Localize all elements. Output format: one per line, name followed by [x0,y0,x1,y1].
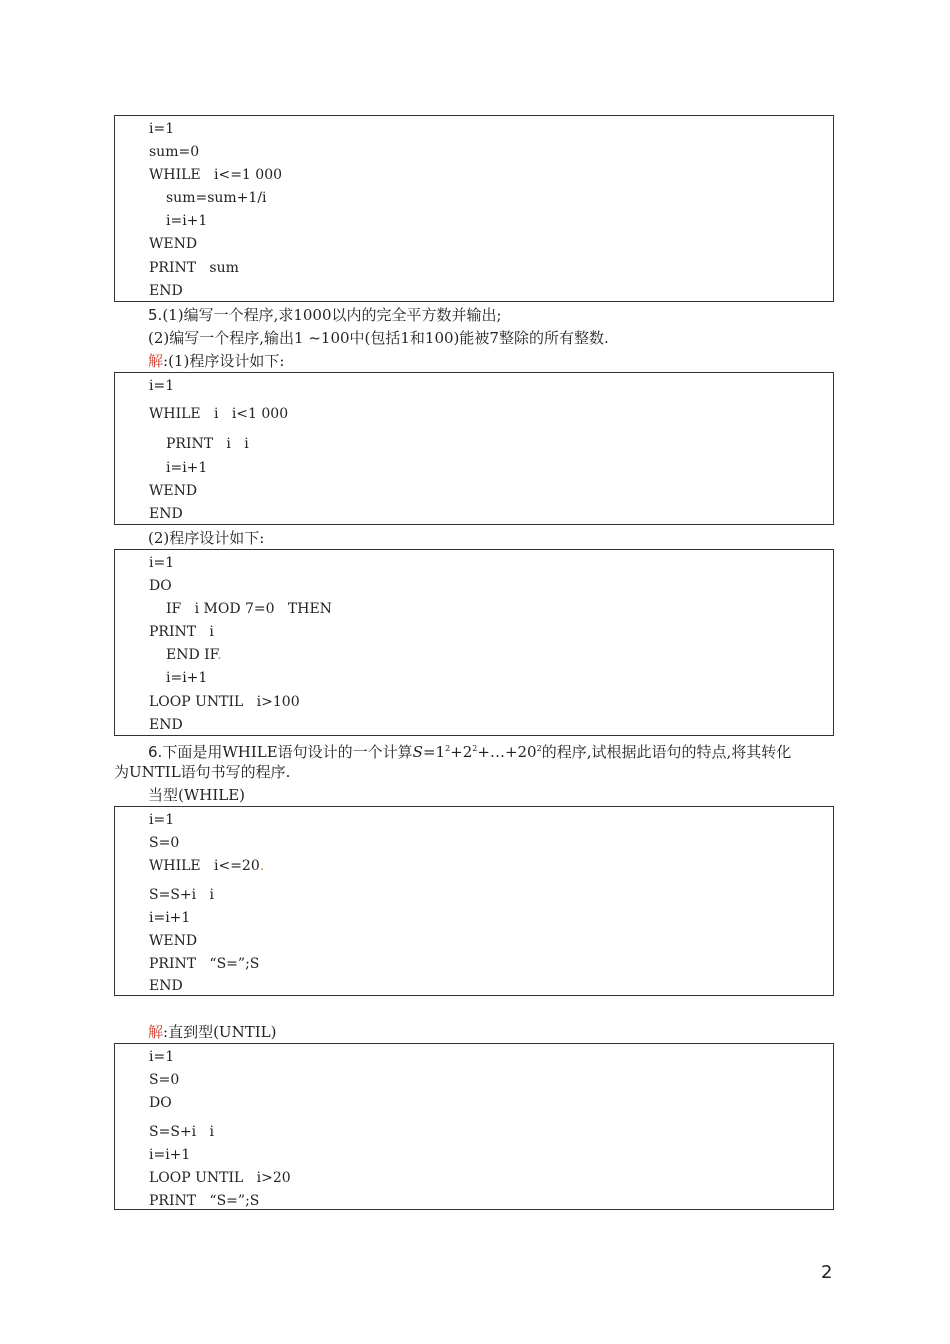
answer-5-part-2: (2)程序设计如下: [148,529,265,547]
code-line [149,857,264,875]
question-6-line-2: 为UNTIL语句书写的程序. [114,763,291,781]
answer-text: :(1)程序设计如下: [163,352,285,370]
code-line: LOOP UNTIL i>20 [149,1170,291,1186]
page-number: 2 [821,1262,833,1283]
code-line: i=1 [149,121,175,137]
formula-part: +…+20 [477,743,537,761]
code-block-sum [114,115,834,302]
code-line: i=i+1 [149,1147,191,1163]
code-line: sum=sum+1/i [166,190,267,206]
question-number: 6 [148,743,158,761]
question-text: .下面是用WHILE语句设计的一个计算 [157,743,413,761]
code-line: END [149,283,183,299]
code-line: i=i+1 [166,670,208,686]
formula-part: =1 [422,743,446,761]
question-text: 的程序,试根据此语句的特点,将其转化 [541,743,792,761]
code-line: PRINT “S=”;S [149,1193,260,1209]
answer-6-intro [148,1022,276,1042]
code-line: i=1 [149,378,175,394]
marker-dot: . [259,858,265,874]
formula-exponent: 2 [472,744,478,753]
marker-dot: . [217,647,222,663]
code-line: PRINT i [149,624,214,640]
code-line: PRINT i i [166,436,249,452]
question-number: 5 [148,306,158,324]
code-line: PRINT sum [149,260,239,276]
code-line: END [149,506,183,522]
code-line: LOOP UNTIL i>100 [149,694,300,710]
code-line: S=S+i i [149,887,214,903]
code-block-squares [114,372,834,525]
code-line: i=1 [149,555,175,571]
code-line: i=i+1 [166,213,208,229]
code-line: PRINT “S=”;S [149,956,260,972]
code-line: END [149,978,183,994]
code-line: i=i+1 [166,460,208,476]
code-text: END IF [166,647,218,663]
answer-label: 解 [148,1023,164,1041]
formula-exponent: 2 [445,744,451,753]
code-line: WEND [149,933,198,949]
formula-variable: S [412,743,423,761]
code-line: i=1 [149,812,175,828]
code-line: WHILE i<=1 000 [149,167,283,183]
question-5-line-1 [148,305,502,325]
code-line: S=S+i i [149,1124,214,1140]
code-line: IF i MOD 7=0 THEN [166,601,332,617]
code-line [166,646,222,664]
formula-exponent: 2 [536,744,542,753]
formula-part: +2 [450,743,473,761]
question-text: .(1)编写一个程序,求1000以内的完全平方数并输出; [157,306,502,324]
code-block-while [114,806,834,996]
question-6-line-1 [148,739,791,762]
question-5-line-2: (2)编写一个程序,输出1 ~100中(包括1和100)能被7整除的所有整数. [148,329,609,347]
code-line: i=i+1 [149,910,191,926]
code-line: DO [149,578,172,594]
while-label: 当型(WHILE) [148,786,246,804]
code-line: i=1 [149,1049,175,1065]
answer-text: :直到型(UNTIL) [163,1023,277,1041]
answer-5-intro [148,351,284,371]
code-line: DO [149,1095,172,1111]
code-line: S=0 [149,835,180,851]
code-text: WHILE i<=20 [149,858,260,874]
code-line: END [149,717,183,733]
answer-label: 解 [148,352,164,370]
code-line: WHILE i i<1 000 [149,406,289,422]
code-line: WEND [149,236,198,252]
code-line: sum=0 [149,144,200,160]
code-line: WEND [149,483,198,499]
code-line: S=0 [149,1072,180,1088]
code-block-until [114,1043,834,1210]
code-block-multiples-of-7 [114,549,834,736]
formula [413,743,542,761]
